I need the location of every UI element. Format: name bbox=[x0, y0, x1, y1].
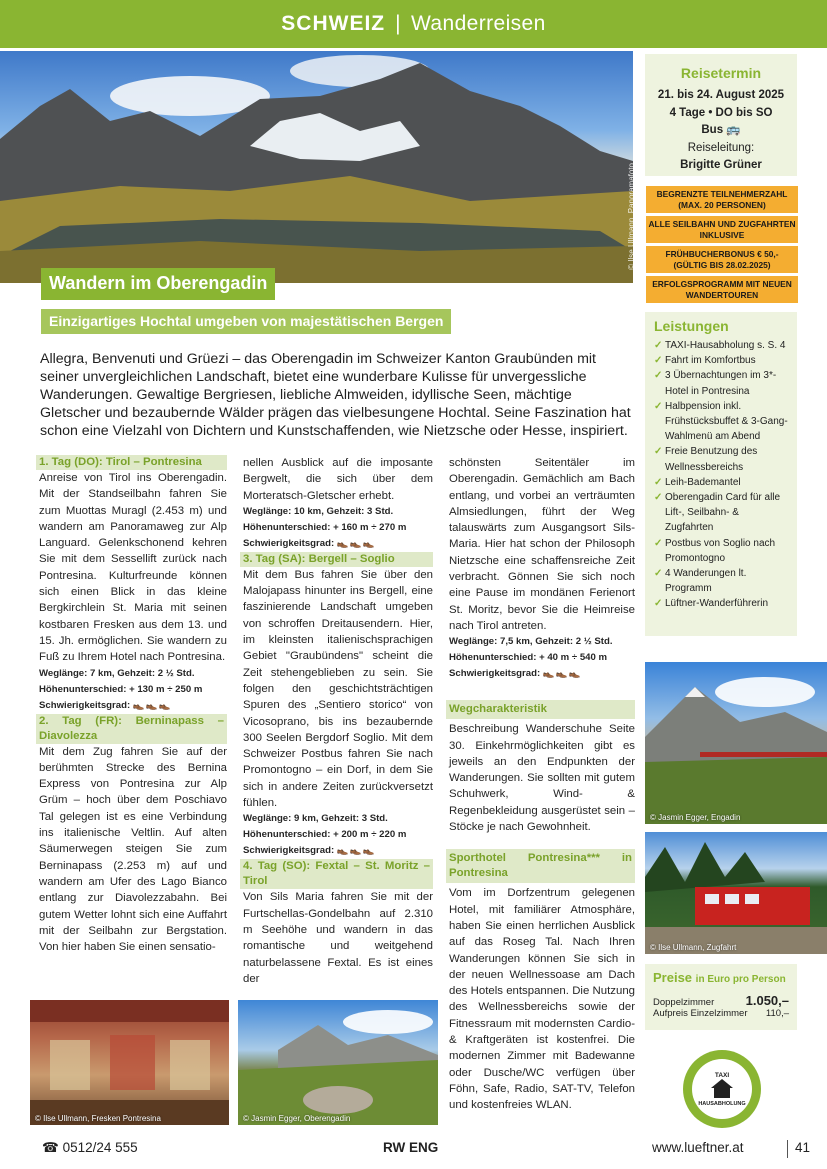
list-item: ✓ Postbus von Soglio nach Promontogno bbox=[654, 537, 776, 564]
reisetermin-box bbox=[645, 54, 797, 176]
leistungen-heading: Leistungen bbox=[654, 318, 729, 334]
itinerary-column-2 bbox=[243, 455, 433, 987]
footer-divider bbox=[787, 1140, 788, 1158]
list-item: ✓ Fahrt im Komfortbus bbox=[654, 353, 789, 368]
day-2-difficulty: Schwierigkeitsgrad: 👞👞👞 bbox=[243, 537, 376, 549]
list-item: ✓ TAXI-Hausabholung s. S. 4 bbox=[654, 338, 789, 353]
check-icon: ✓ bbox=[654, 537, 663, 549]
page-footer bbox=[0, 1140, 827, 1160]
reisetermin-heading: Reisetermin bbox=[680, 65, 762, 81]
photo-oberengadin-credit: © Jasmin Egger, Oberengadin bbox=[243, 1114, 351, 1123]
itinerary-column-3 bbox=[449, 455, 635, 1114]
footer-phone: ☎ 0512/24 555 bbox=[42, 1140, 138, 1155]
badge-limited-participants: BEGRENZTE TEILNEHMERZAHL (MAX. 20 PERSONEN) bbox=[646, 186, 798, 213]
hero-credit: © Ilse Ullmann, Panoramafoto bbox=[627, 163, 636, 270]
leistungen-list bbox=[654, 338, 789, 612]
day-3-elevation: Höhenunterschied: + 200 m ÷ 220 m bbox=[243, 829, 407, 841]
country-label: SCHWEIZ bbox=[281, 12, 386, 35]
check-icon: ✓ bbox=[654, 340, 663, 351]
page-title: Wandern im Oberengadin bbox=[41, 268, 275, 300]
oberengadin-illustration bbox=[238, 1000, 438, 1125]
day-2-stats bbox=[243, 504, 433, 552]
preise-box bbox=[645, 964, 797, 1030]
list-item: ✓ 3 Übernachtungen im 3*-Hotel in Pontresina bbox=[654, 370, 777, 397]
single-supplement-price: 110,– bbox=[765, 1008, 789, 1019]
badge-lifts-included: ALLE SEILBAHN UND ZUGFAHRTEN INKLUSIVE bbox=[646, 216, 798, 243]
single-supplement-label: Aufpreis Einzelzimmer bbox=[653, 1008, 748, 1019]
boot-icons: 👞👞👞 bbox=[542, 668, 582, 680]
badge-success-program: ERFOLGSPROGRAMM MIT NEUEN WANDERTOUREN bbox=[646, 276, 798, 303]
taxi-pickup-logo bbox=[683, 1050, 761, 1128]
preise-unit: in Euro pro Person bbox=[695, 974, 786, 985]
day-1-elevation: Höhenunterschied: + 130 m ÷ 250 m bbox=[39, 683, 203, 695]
double-room-price: 1.050,– bbox=[745, 993, 789, 1008]
list-item: ✓ Leih-Bademantel bbox=[654, 475, 789, 490]
tour-lead-label: Reiseleitung: bbox=[687, 141, 755, 154]
list-item: ✓ Halbpension inkl. Frühstücksbuffet & 3-Gang-Wahlmenü am Abend bbox=[654, 400, 788, 443]
photo-frescoes bbox=[30, 1000, 229, 1125]
day-4-elevation: Höhenunterschied: + 40 m ÷ 540 m bbox=[449, 652, 608, 664]
check-icon: ✓ bbox=[654, 492, 663, 504]
day-3-text: Mit dem Bus fahren Sie über den Malojapass hinunter ins Bergell, eine faszinierende Landschaft umgeben von schroffen Dreitausendern. Hier, im kleinsten italienischsprachigen Gebiet "Graubündens" scheint die Zeit stehengeblieben zu sein. Sie folgen den geschichtsträchtigen Spuren des „Sentiero storico“ von Vicosoprano, bis ins bezaubernde 300 Seelen Bergdorf Soglio. Mit dem Schweizer Postbus fahren Sie nach Promontogno – ein Dorf, in dem Sie sich in andere Zeiten zurückversetzt fühlen. bbox=[243, 568, 433, 810]
day-2-heading: 2. Tag (FR): Berninapass – Diavolezza bbox=[36, 714, 227, 744]
check-icon: ✓ bbox=[654, 476, 663, 488]
day-4-length: Weglänge: 7,5 km, Gehzeit: 2 ½ Std. bbox=[449, 636, 613, 648]
list-item: ✓ 4 Wanderungen lt. Programm bbox=[654, 568, 747, 595]
footer-trip-code: RW ENG bbox=[383, 1140, 439, 1155]
photo-engadin-credit: © Jasmin Egger, Engadin bbox=[650, 813, 741, 822]
day-3-stats bbox=[243, 811, 433, 859]
photo-train bbox=[645, 832, 827, 954]
day-4-heading: 4. Tag (SO): Fextal – St. Moritz – Tirol bbox=[240, 859, 433, 889]
day-1-length: Weglänge: 7 km, Gehzeit: 2 ½ Std. bbox=[39, 667, 195, 679]
double-room-label: Doppelzimmer bbox=[653, 997, 715, 1008]
taxi-logo-top: TAXI bbox=[714, 1071, 730, 1079]
photo-train-credit: © Ilse Ullmann, Zugfahrt bbox=[650, 943, 737, 952]
price-row-single bbox=[653, 1008, 789, 1019]
preise-heading: Preise bbox=[653, 970, 693, 985]
house-icon bbox=[711, 1079, 733, 1088]
day-4-stats bbox=[449, 634, 635, 682]
price-row-double bbox=[653, 993, 789, 1008]
day-1-text: Anreise von Tirol ins Oberengadin. Mit der Standseilbahn fahren Sie zum Muottas Muragl (2.453 m) und wandern am Panoramaweg zur Alp Languard. Gelenkschonend kehren Sie mit dem Sessellift zurück nach Pontresina. Kulturfreunde können sich einen Blick in das kleine Bergkirchlein St. Maria mit seinen kostbaren Fresken aus dem 13. und 15. Jh. ermöglichen. Sie wandern zu Fuß zu Ihrem Hotel nach Pontresina. bbox=[39, 472, 227, 664]
day-2-text-continued: nellen Ausblick auf die imposante Bergwelt, die sich über dem Morteratsch-Gletscher erhebt. bbox=[243, 457, 433, 502]
taxi-logo-bottom: HAUSABHOLUNG bbox=[698, 1100, 746, 1107]
day-3-heading: 3. Tag (SA): Bergell – Soglio bbox=[240, 552, 433, 567]
frescoes-illustration bbox=[30, 1000, 229, 1125]
wegcharakteristik-text: Beschreibung Wanderschuhe Seite 30. Einkehrmöglichkeiten gibt es jeweils an den Endpunkten der Wanderungen. Sie sollten mit gutem Schuhwerk, Wind- & Regenbekleidung ausgerüstet sein – Stöcke je nach Gewohnheit. bbox=[449, 723, 635, 834]
check-icon: ✓ bbox=[654, 370, 663, 382]
page-subtitle: Einzigartiges Hochtal umgeben von majestätischen Bergen bbox=[41, 309, 451, 334]
hero-image bbox=[0, 51, 636, 283]
footer-website[interactable]: www.lueftner.at bbox=[652, 1140, 744, 1155]
check-icon: ✓ bbox=[654, 568, 663, 580]
wegcharakteristik-heading: Wegcharakteristik bbox=[446, 700, 635, 719]
leistungen-box bbox=[645, 312, 797, 636]
page-number: 41 bbox=[795, 1140, 811, 1155]
photo-frescoes-credit: © Ilse Ullmann, Fresken Pontresina bbox=[35, 1114, 161, 1123]
day-3-difficulty: Schwierigkeitsgrad: 👞👞👞 bbox=[243, 845, 376, 857]
section-header bbox=[0, 0, 827, 48]
photo-engadin bbox=[645, 662, 827, 824]
list-item: ✓ Oberengadin Card für alle Lift-, Seilbahn- & Zugfahrten bbox=[654, 492, 781, 534]
day-2-length: Weglänge: 10 km, Gehzeit: 3 Std. bbox=[243, 505, 394, 517]
intro-text: Allegra, Benvenuti und Grüezi – das Oberengadin im Schweizer Kanton Graubünden mit seiner unvergleichlichen Landschaft, bietet eine wunderbare Kulisse für unvergessliche Wanderungen. Gewaltige Bergriesen, liebliche Almweiden, idyllische Seen, mächtige Gletscher und bezaubernde Wälder prägen das vielbesungene Hochtal. Seine Faszination hat schon eine Vielzahl von Dichtern und Kunstschaffenden, wie Nietzsche oder Hesse, inspiriert. bbox=[40, 351, 631, 439]
check-icon: ✓ bbox=[654, 598, 663, 610]
day-1-difficulty: Schwierigkeitsgrad: 👞👞👞 bbox=[39, 699, 172, 711]
day-1-heading: 1. Tag (DO): Tirol – Pontresina bbox=[36, 455, 227, 470]
day-4-text: Von Sils Maria fahren Sie mit der Furtschellas-Gondelbahn auf 2.310 m Seehöhe und wandern in das romantische und weitgehend naturbelassene Fextal. Es ist eines der bbox=[243, 891, 433, 985]
day-3-length: Weglänge: 9 km, Gehzeit: 3 Std. bbox=[243, 813, 388, 825]
engadin-illustration bbox=[645, 662, 827, 824]
day-1-stats bbox=[39, 666, 227, 714]
badge-early-bird: FRÜHBUCHERBONUS € 50,- (GÜLTIG BIS 28.02.2025) bbox=[646, 246, 798, 273]
hotel-heading: Sporthotel Pontresina*** in Pontresina bbox=[446, 849, 635, 883]
hotel-text: Vom im Dorfzentrum gelegenen Hotel, mit familiärer Atmosphäre, haben Sie einen herrlichen Ausblick auf das Roseg Tal. Nach Ihren Wanderungen können Sie sich in der neuen Wellnessoase am Dach des Hotels entspannen. Die Nutzung des Wellnessbereichs sowie der Fitnessraum mit modernsten Cardio- & Kraftgeräten ist kostenfrei. Die modernen Zimmer mit Badewanne oder Dusche/WC verfügen über Föhn, Safe, Radio, SAT-TV, Telefon und kostenfreies WLAN. bbox=[449, 887, 635, 1112]
category-label: Wanderreisen bbox=[410, 12, 546, 35]
hero-landscape bbox=[0, 51, 633, 283]
itinerary-column-1 bbox=[39, 455, 227, 955]
travel-dates: 21. bis 24. August 2025 bbox=[657, 89, 785, 101]
boot-icons: 👞👞👞 bbox=[336, 537, 376, 549]
day-2-text: Mit dem Zug fahren Sie auf der berühmten Strecke des Bernina Express von Pontresina zur Alp Grüm – hoch über dem Poschiavo Tal gelegen ist es eine Verbindung ins italienische Veltlin. Auf alten Säumerwegen steigen Sie zum Berninapass (2.253 m) auf und wandern am Ufer des Lago Bianco entlang zur Diavolezzabahn. Bei gutem Wetter lohnt sich eine Auffahrt mit der Seilbahn zur Bergstation. Von hier haben Sie einen sensatio- bbox=[39, 745, 227, 954]
boot-icons: 👞👞👞 bbox=[132, 699, 172, 711]
check-icon: ✓ bbox=[654, 400, 663, 412]
photo-oberengadin bbox=[238, 1000, 438, 1125]
list-item: ✓ Lüftner-Wanderführerin bbox=[654, 596, 789, 611]
day-4-text-continued: schönsten Seitentäler im Oberengadin. Gemächlich am Bach entlang, und vorbei an verträumten Almsiedlungen, führt der Weg talauswärts zum Ausgangsort Sils-Maria. Hier hat schon der Philosoph Nietzsche eine schaffensreiche Zeit verbracht. Gönnen Sie sich noch eine Pause im mondänen Ferienort St. Moritz, bevor Sie die Heimreise nach Tirol antreten. bbox=[449, 457, 635, 632]
list-item: ✓ Freie Benutzung des Wellnessbereichs bbox=[654, 446, 758, 473]
boot-icons: 👞👞👞 bbox=[336, 845, 376, 857]
header-separator: | bbox=[395, 12, 401, 35]
check-icon: ✓ bbox=[654, 446, 663, 458]
check-icon: ✓ bbox=[654, 355, 663, 367]
transport-bus: Bus 🚌 bbox=[701, 124, 741, 136]
train-illustration bbox=[645, 832, 827, 954]
tour-lead-name: Brigitte Grüner bbox=[680, 159, 762, 171]
day-2-elevation: Höhenunterschied: + 160 m ÷ 270 m bbox=[243, 521, 407, 533]
day-4-difficulty: Schwierigkeitsgrad: 👞👞👞 bbox=[449, 668, 582, 680]
travel-duration: 4 Tage • DO bis SO bbox=[669, 106, 773, 119]
